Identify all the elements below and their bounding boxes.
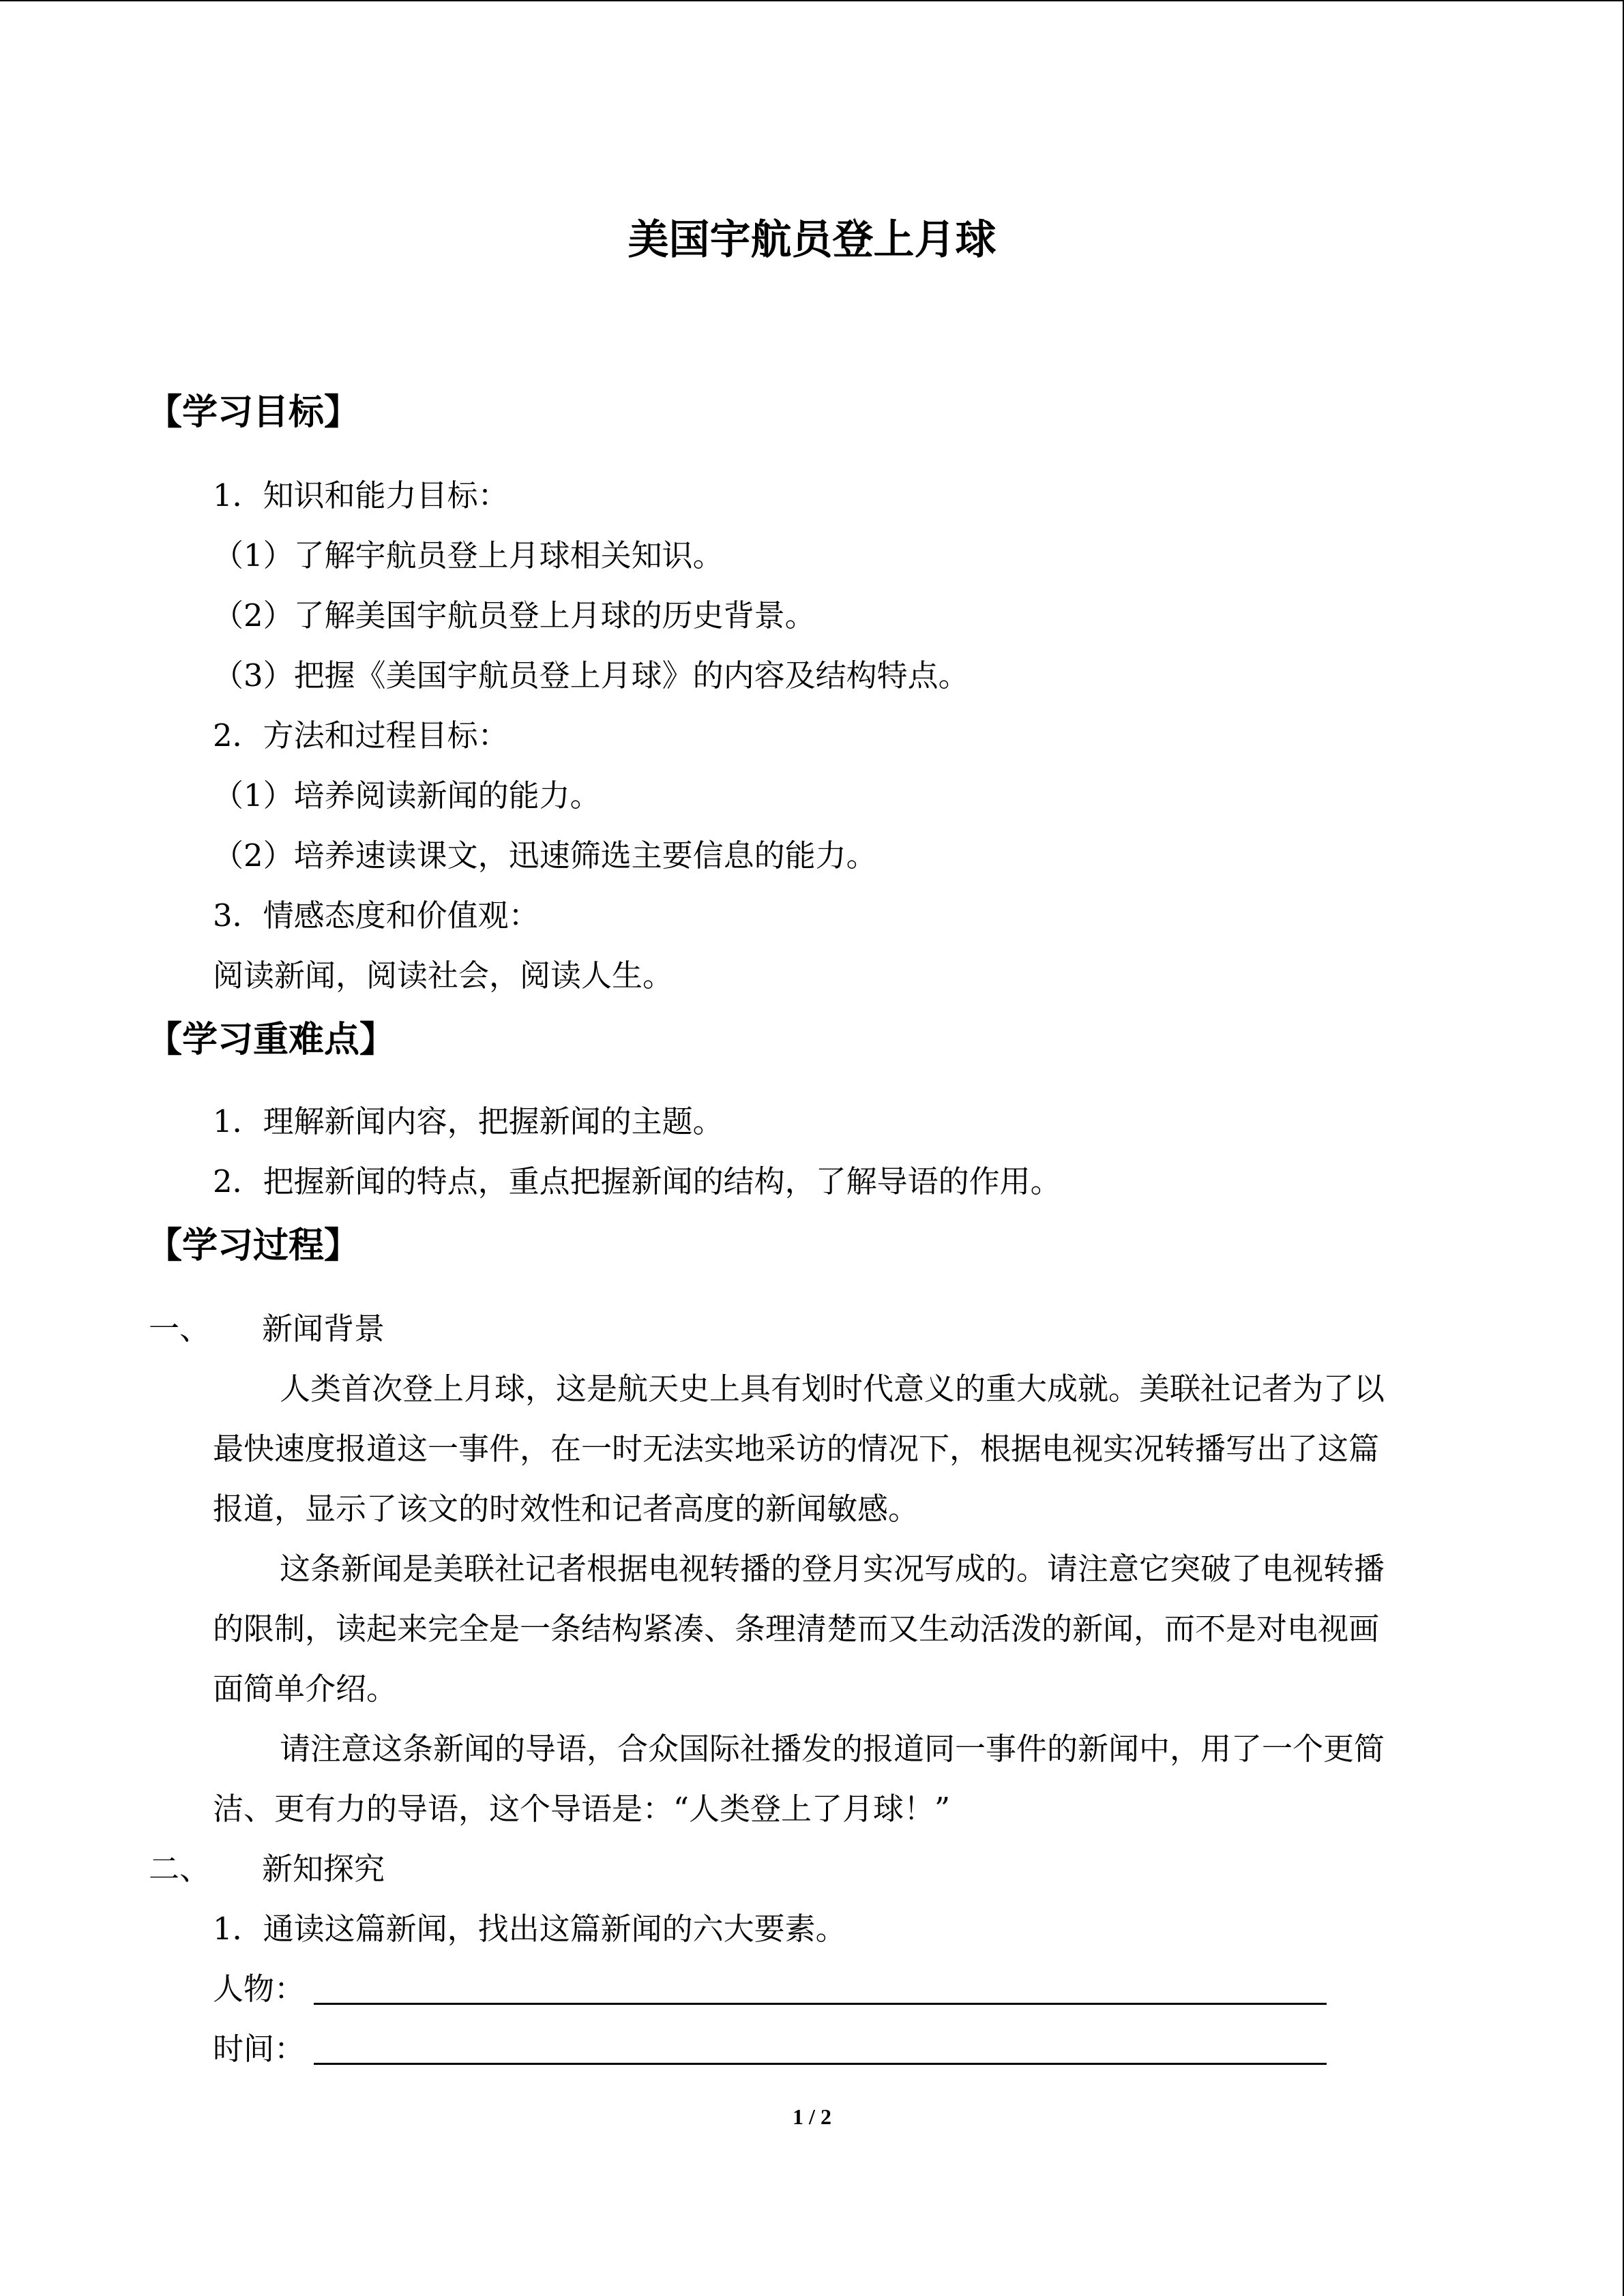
part-number: 一、 — [149, 1311, 211, 1347]
paragraph-line: 报道，显示了该文的时效性和记者高度的新闻敏感。 — [213, 1491, 919, 1527]
blank-label: 时间： — [213, 2031, 306, 2067]
page-number: 1 / 2 — [793, 2104, 831, 2129]
key-point-line: 2．把握新闻的特点，重点把握新闻的结构，了解导语的作用。 — [213, 1163, 1061, 1199]
paragraph-line: 面简单介绍。 — [213, 1671, 398, 1707]
paragraph-line: 请注意这条新闻的导语，合众国际社播发的报道同一事件的新闻中，用了一个更简 — [280, 1731, 1385, 1767]
blank-label: 人物： — [213, 1971, 306, 2007]
section-heading-goals: 【学习目标】 — [147, 392, 360, 433]
paragraph-line: 最快速度报道这一事件，在一时无法实地采访的情况下，根据电视实况转播写出了这篇 — [213, 1431, 1380, 1467]
paragraph-line: 这条新闻是美联社记者根据电视转播的登月实况写成的。请注意它突破了电视转播 — [280, 1551, 1385, 1587]
goal-line: （1）培养阅读新闻的能力。 — [213, 777, 601, 814]
goal-line: （1）了解宇航员登上月球相关知识。 — [213, 537, 724, 573]
key-point-line: 1．理解新闻内容，把握新闻的主题。 — [213, 1103, 724, 1139]
section-heading-key-points: 【学习重难点】 — [147, 1019, 396, 1060]
goal-line: 3．情感态度和价值观： — [213, 897, 540, 934]
section-heading-process: 【学习过程】 — [147, 1225, 360, 1266]
question-line: 1．通读这篇新闻，找出这篇新闻的六大要素。 — [213, 1911, 846, 1947]
paragraph-line: 人类首次登上月球，这是航天史上具有划时代意义的重大成就。美联社记者为了以 — [280, 1371, 1385, 1407]
goal-line: 阅读新闻，阅读社会，阅读人生。 — [213, 957, 674, 994]
answer-blank-people[interactable] — [314, 2003, 1327, 2005]
goal-line: （3）把握《美国宇航员登上月球》的内容及结构特点。 — [213, 657, 969, 694]
answer-blank-time[interactable] — [314, 2063, 1327, 2065]
part-title: 新知探究 — [262, 1851, 385, 1887]
paragraph-line: 洁、更有力的导语，这个导语是：“人类登上了月球！” — [213, 1791, 951, 1827]
part-number: 二、 — [149, 1851, 211, 1887]
page-title: 美国宇航员登上月球 — [628, 216, 996, 264]
paragraph-line: 的限制，读起来完全是一条结构紧凑、条理清楚而又生动活泼的新闻，而不是对电视画 — [213, 1611, 1380, 1647]
goal-line: 2．方法和过程目标： — [213, 717, 509, 754]
part-title: 新闻背景 — [262, 1311, 385, 1347]
goal-line: （2）培养速读课文，迅速筛选主要信息的能力。 — [213, 837, 877, 874]
goal-line: （2）了解美国宇航员登上月球的历史背景。 — [213, 597, 816, 633]
goal-line: 1．知识和能力目标： — [213, 477, 509, 513]
